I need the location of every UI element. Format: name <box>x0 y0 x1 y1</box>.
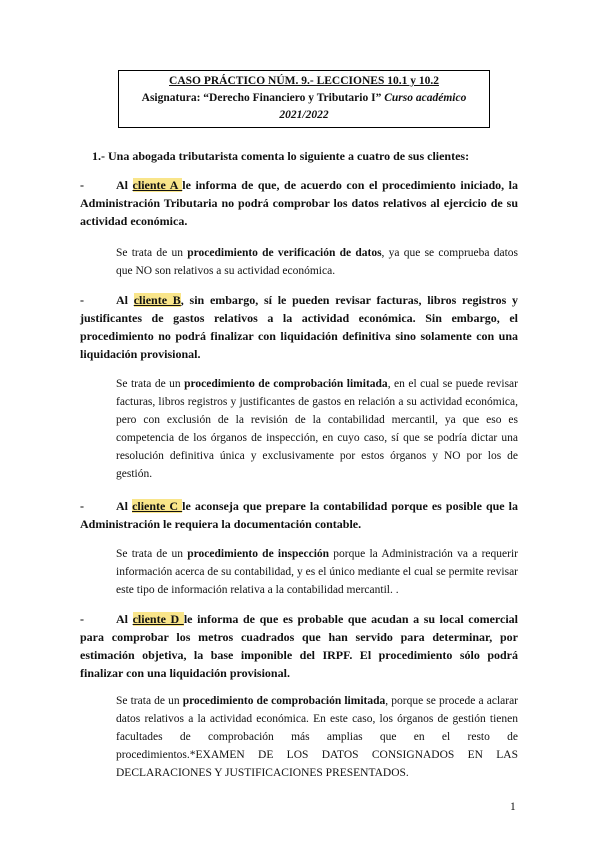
title-box <box>118 70 490 128</box>
client-c-answer: Se trata de un procedimiento de inspección porque la Administración va a requerir información acerca de su contabilidad, y es el único mediante el cual se permite revisar este tipo de información relativa a la contabilidad mercantil. . <box>116 548 518 596</box>
client-c-statement: - Al cliente C le aconseja que prepare la contabilidad porque es posible que la Administración le requiera la documentación contable. <box>80 499 519 531</box>
title-line-1: CASO PRÁCTICO NÚM. 9.- LECCIONES 10.1 y 10.2 <box>169 75 439 87</box>
client-a-highlight: cliente A <box>132 178 183 192</box>
client-d-answer: Se trata de un procedimiento de comprobación limitada, porque se procede a aclarar datos relativos a la actividad económica. En este caso, los órganos de gestión tienen facultades de comprobación más amplias que en el resto de procedimientos.*EXAMEN DE LOS DATOS CONSIGNADOS EN LAS DECLARACIONES Y JUSTIFICACIONES PRESENTADOS. <box>116 695 519 779</box>
subject-label: Asignatura: “Derecho Financiero y Tributario I” <box>141 92 382 104</box>
question-text: 1.- Una abogada tributarista comenta lo siguiente a cuatro de sus clientes: <box>92 149 470 163</box>
page-number: 1 <box>510 801 516 813</box>
client-d-highlight: cliente D <box>132 612 184 626</box>
academic-year-label: Curso académico <box>384 92 467 104</box>
client-b-statement: - Al cliente B, sin embargo, sí le pueden revisar facturas, libros registros y justificantes de gastos relativos a la actividad económica. Sin embargo, el procedimiento no podrá finalizar con liquidación definitiva sino solamente con una liquidación provisional. <box>80 293 518 361</box>
client-d-statement: - Al cliente D le informa de que es probable que acudan a su local comercial para comprobar los metros cuadrados que han servido para determinar, por estimación objetiva, la base imponible del IRPF. El procedimiento sólo podrá finalizar con una liquidación provisional. <box>80 612 519 680</box>
client-c-highlight: cliente C <box>132 499 183 513</box>
client-b-highlight: cliente B <box>133 293 181 307</box>
client-a-answer: Se trata de un procedimiento de verificación de datos, ya que se comprueba datos que NO son relativos a su actividad económica. <box>116 247 518 277</box>
title-line-2 <box>123 90 485 107</box>
client-b-answer: Se trata de un procedimiento de comprobación limitada, en el cual se puede revisar facturas, libros registros y justificantes de gastos en relación a su actividad económica, pero con exclusión de la revisión de la contabilidad mercantil, ya que eso es competencia de los órganos de inspección, en cuyo caso, sí que se podría dictar una resolución definitiva única y exclusivamente por estos órganos y NO por los de gestión. <box>116 378 518 480</box>
academic-year: 2021/2022 <box>279 109 329 121</box>
client-a-statement: - Al cliente A le informa de que, de acuerdo con el procedimiento iniciado, la Administración Tributaria no podrá comprobar los datos relativos al ejercicio de su actividad económica. <box>80 178 518 228</box>
